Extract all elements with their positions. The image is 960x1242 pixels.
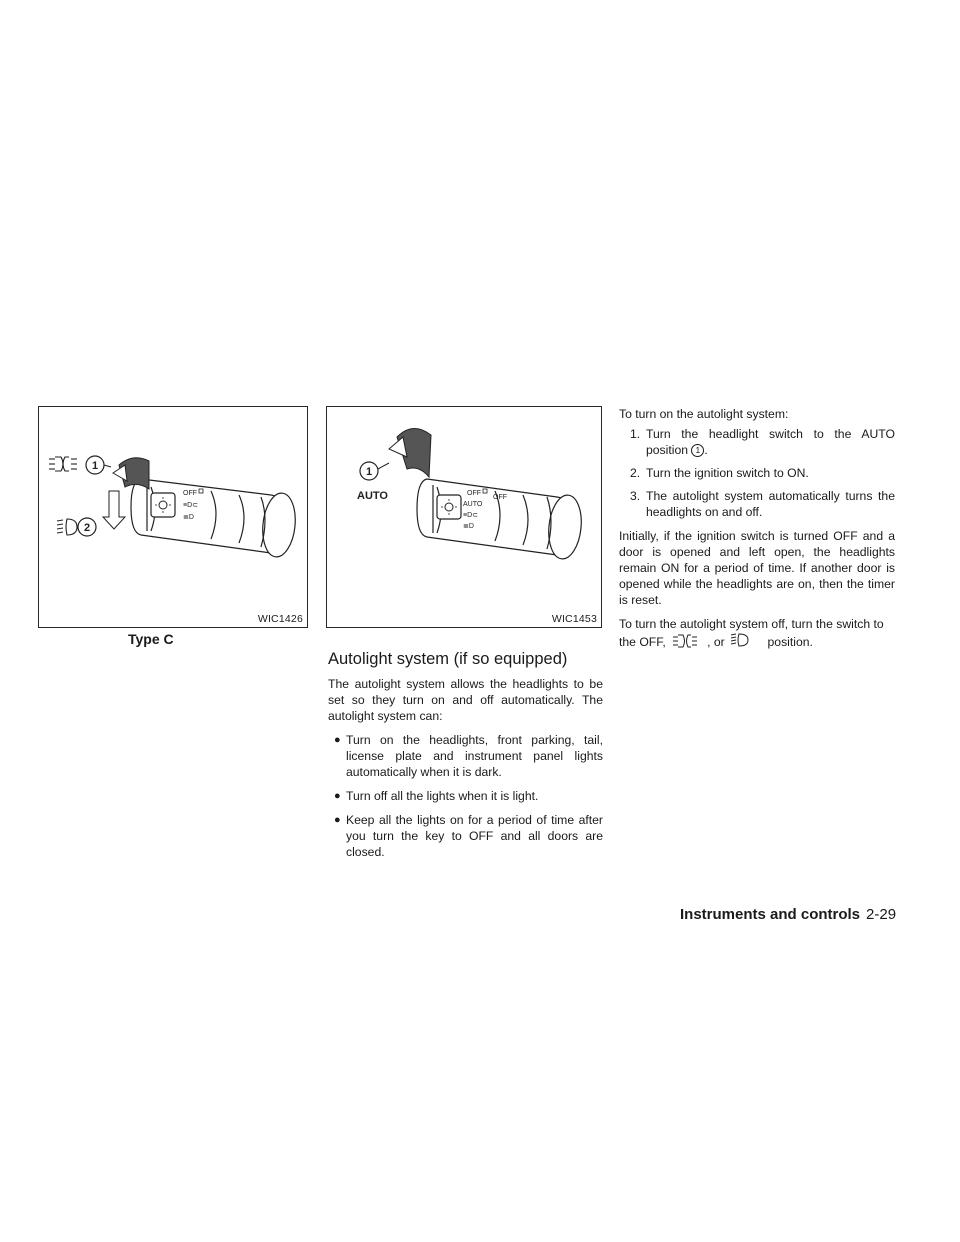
initial-paragraph: Initially, if the ignition switch is turned OFF and a door is opened and left open, the headlights remain ON for a period of time. If another door is opened while the headlights are on, then the timer is reset. <box>619 529 895 607</box>
svg-text:≡D⊂: ≡D⊂ <box>183 502 199 509</box>
figure-auto <box>326 406 602 628</box>
turn-on-title: To turn on the autolight system: <box>619 407 789 421</box>
switch-label-off-2: OFF <box>493 494 507 501</box>
callout-1: 1 <box>691 444 704 457</box>
step-item: 3. The autolight system automatically turns the headlights on and off. <box>630 489 895 519</box>
figure-type-c <box>38 406 308 628</box>
callout-1: 1 <box>365 466 373 478</box>
headlight-icon <box>730 632 752 648</box>
footer-section: Instruments and controls <box>680 906 861 923</box>
switch-label-auto: AUTO <box>463 501 483 508</box>
turn-off-paragraph: To turn the autolight system off, turn the switch to the OFF, , or position. <box>619 617 884 649</box>
headlight-icon <box>57 519 77 535</box>
autolight-section <box>328 648 603 868</box>
callout-1: 1 <box>91 460 99 472</box>
section-intro: The autolight system allows the headlights to be set so they turn on and off automatically. The autolight system can: <box>328 677 603 723</box>
steps-list <box>619 426 895 520</box>
instructions-column <box>619 406 895 658</box>
switch-label-off: OFF <box>467 490 481 497</box>
side-light-icon <box>671 634 705 648</box>
figure-caption: Type C <box>128 631 174 647</box>
list-item: ● Turn off all the lights when it is light. <box>334 789 539 803</box>
section-heading: Autolight system (if so equipped) <box>328 650 568 668</box>
auto-label: AUTO <box>357 490 388 502</box>
svg-text:≡D⊂: ≡D⊂ <box>463 512 479 519</box>
page-footer <box>680 906 896 923</box>
capability-list <box>328 732 603 860</box>
svg-text:≣D: ≣D <box>183 514 194 521</box>
side-light-icon <box>49 457 77 471</box>
figure-code: WIC1453 <box>551 613 597 625</box>
callout-2: 2 <box>83 522 91 534</box>
page-number: 2-29 <box>866 906 897 923</box>
headlight-switch-illustration-2 <box>327 407 601 627</box>
step-item: 1. Turn the headlight switch to the AUTO position 1 . <box>630 427 895 457</box>
list-item: ● Turn on the headlights, front parking, tail, license plate and instrument panel lights automatically when it is dark. <box>334 733 603 779</box>
switch-label-off: OFF <box>183 490 197 497</box>
step-item: 2. Turn the ignition switch to ON. <box>630 466 809 480</box>
headlight-switch-illustration-1 <box>39 407 307 627</box>
svg-text:≣D: ≣D <box>463 523 474 530</box>
figure-code: WIC1426 <box>257 613 303 625</box>
list-item: ● Keep all the lights on for a period of time after you turn the key to OFF and all doors are closed. <box>334 813 603 859</box>
